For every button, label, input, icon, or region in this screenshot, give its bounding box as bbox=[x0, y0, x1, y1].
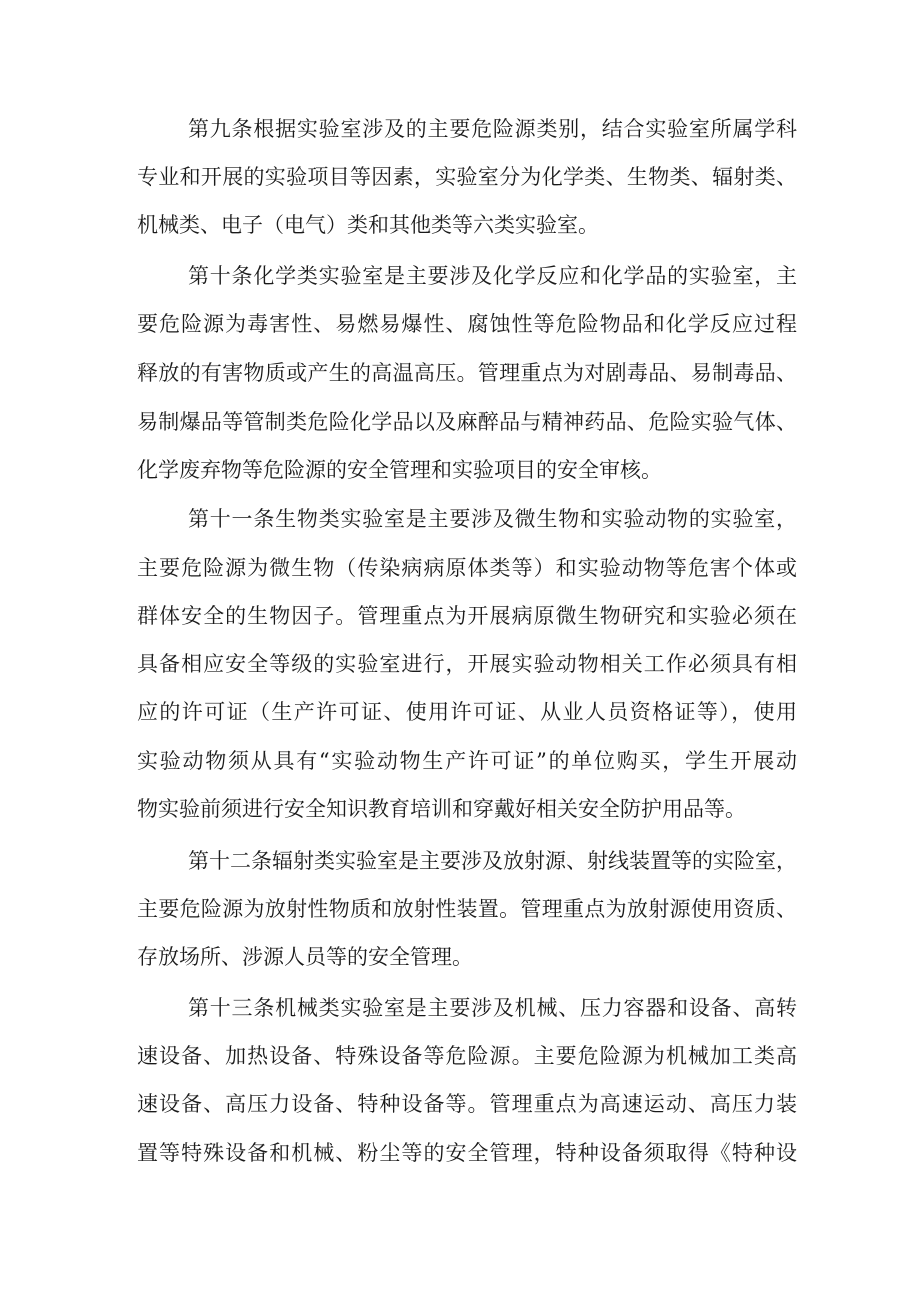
text-line: 实验动物须从具有“实验动物生产许可证”的单位购买，学生开展动 bbox=[137, 749, 797, 773]
text-line: 物实验前须进行安全知识教育培训和穿戴好相关安全防护用品等。 bbox=[137, 797, 746, 821]
text-line: 化学废弃物等危险源的安全管理和实验项目的安全审核。 bbox=[137, 458, 662, 482]
text-line: 速设备、加热设备、特殊设备等危险源。主要危险源为机械加工类高 bbox=[137, 1044, 797, 1068]
text-line: 释放的有害物质或产生的高温高压。管理重点为对剧毒品、易制毒品、 bbox=[137, 361, 797, 385]
text-line: 置等特殊设备和机械、粉尘等的安全管理，特种设备须取得《特种设 bbox=[137, 1141, 797, 1165]
text-line: 要危险源为毒害性、易燃易爆性、腐蚀性等危险物品和化学反应过程 bbox=[137, 312, 797, 336]
text-line: 速设备、高压力设备、特种设备等。管理重点为高速运动、高压力装 bbox=[137, 1092, 797, 1116]
text-line: 主要危险源为微生物（传染病病原体类等）和实验动物等危害个体或 bbox=[137, 556, 797, 580]
text-line: 易制爆品等管制类危险化学品以及麻醉品与精神药品、危险实验气体、 bbox=[137, 410, 797, 434]
text-line: 具备相应安全等级的实验室进行，开展实验动物相关工作必须具有相 bbox=[137, 652, 797, 676]
text-line: 存放场所、涉源人员等的安全管理。 bbox=[137, 945, 473, 969]
text-line: 第九条根据实验室涉及的主要危险源类别，结合实验室所属学科 bbox=[188, 117, 797, 141]
text-line: 第十一条生物类实验室是主要涉及微生物和实验动物的实验室， bbox=[188, 507, 797, 531]
text-line: 专业和开展的实验项目等因素，实验室分为化学类、生物类、辐射类、 bbox=[137, 165, 797, 189]
text-line: 主要危险源为放射性物质和放射性装置。管理重点为放射源使用资质、 bbox=[137, 897, 797, 921]
text-line: 第十条化学类实验室是主要涉及化学反应和化学品的实验室，主 bbox=[188, 264, 797, 288]
text-line: 机械类、电子（电气）类和其他类等六类实验室。 bbox=[137, 213, 599, 237]
text-line: 第十三条机械类实验室是主要涉及机械、压力容器和设备、高转 bbox=[188, 996, 797, 1020]
text-line: 第十二条辐射类实验室是主要涉及放射源、射线装置等的实险室， bbox=[188, 849, 797, 873]
text-line: 群体安全的生物因子。管理重点为开展病原微生物研究和实验必须在 bbox=[137, 604, 797, 628]
text-line: 应的许可证（生产许可证、使用许可证、从业人员资格证等），使用 bbox=[137, 700, 797, 724]
